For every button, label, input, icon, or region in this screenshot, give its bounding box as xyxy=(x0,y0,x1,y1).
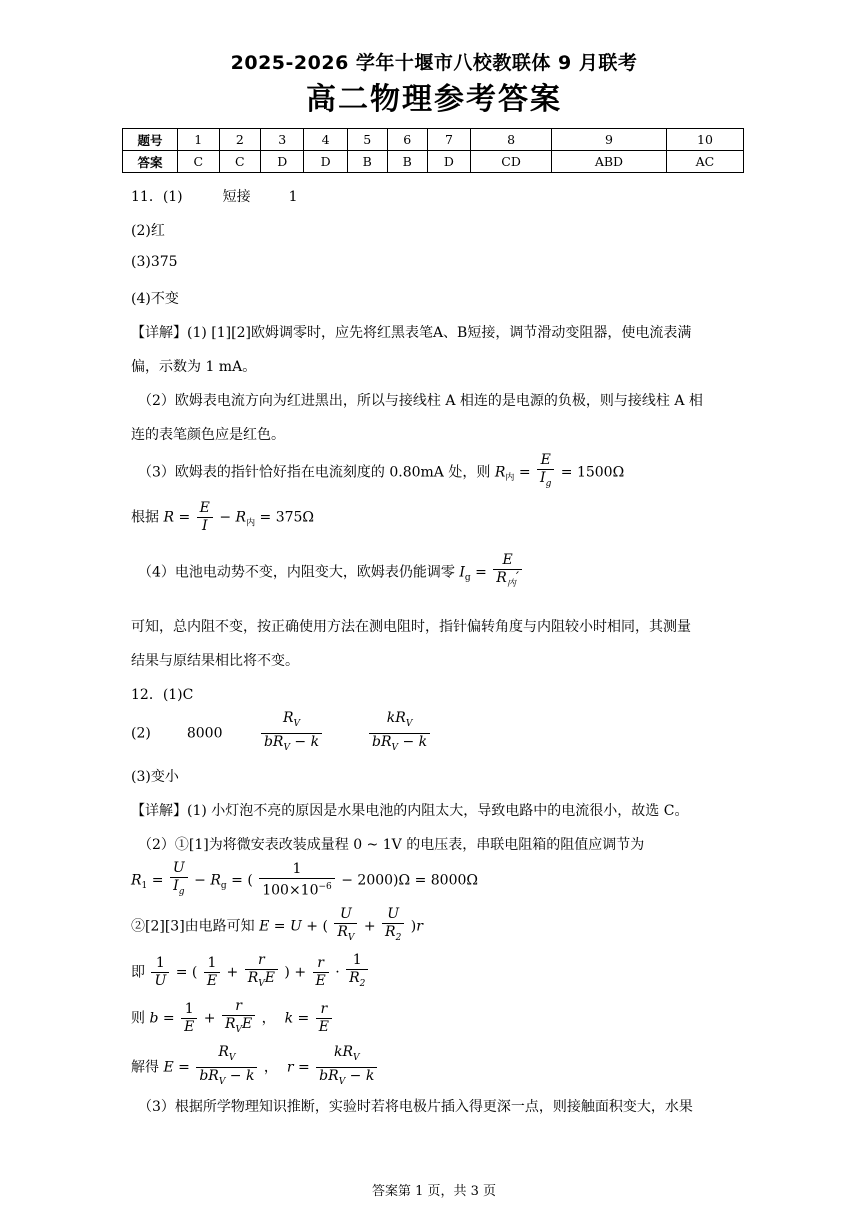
fraction: $\frac{E}{I_g}$ xyxy=(537,452,554,493)
question-number-row xyxy=(123,129,744,151)
fraction: $\frac{r}{E}$ xyxy=(316,1001,332,1036)
q11-detail-9: 结果与原结果相比将不变。 xyxy=(131,653,299,669)
q12-detail-8: （3）根据所学物理知识推断，实验时若将电极片插入得更深一点，则接触面积变大，水果 xyxy=(138,1099,693,1115)
fraction: $\frac{E}{I}$ xyxy=(197,500,213,535)
q11-detail-3: （2）欧姆表电流方向为红进黑出，所以与接线柱 A 相连的是电源的负极，则与接线柱 A 相 xyxy=(138,393,703,409)
q11-answer-line-4: (4)不变 xyxy=(131,291,179,307)
question-number: 10 xyxy=(666,129,743,151)
fraction: $\frac{1}{R_2}$ xyxy=(346,952,368,993)
q12-detail-6: 则 b = $\frac{1}{E}$ + $\frac{r}{R_VE}$ ， k = $\frac{r}{E}$ xyxy=(131,998,334,1039)
q11-detail-2: 偏，示数为 1 mA。 xyxy=(131,359,257,375)
answer-table xyxy=(122,128,744,173)
question-number: 5 xyxy=(347,129,387,151)
answer-cell: C xyxy=(178,151,220,173)
answer-row xyxy=(123,151,744,173)
q12-detail-4: ②[2][3]由电路可知 E = U + ( $\frac{U}{R_V}$ + $\frac{U}{R_2}$ )r xyxy=(131,906,423,947)
fraction: $\frac{r}{R_VE}$ xyxy=(245,952,278,993)
question-number: 1 xyxy=(178,129,220,151)
fraction: $\frac{E}{R_内'}$ xyxy=(493,552,522,593)
q11-answer-line-2: (2)红 xyxy=(131,223,165,239)
fraction: $\frac{U}{I_g}$ xyxy=(170,860,188,901)
fraction: $\frac{1}{U}$ xyxy=(151,955,169,990)
question-number: 4 xyxy=(304,129,347,151)
fraction: $\frac{kR_V}{bR_V - k}$ xyxy=(316,1044,377,1091)
q12-detail-7: 解得 E = $\frac{R_V}{bR_V - k}$ ， r = $\frac{kR_V}{bR_V - k}$ xyxy=(131,1044,379,1091)
q11-answer-a: 短接 xyxy=(222,189,251,205)
answer-cell: CD xyxy=(471,151,552,173)
q11-detail-4: 连的表笔颜色应是红色。 xyxy=(131,427,285,443)
q12-detail-5: 即 $\frac{1}{U}$ = ( $\frac{1}{E}$ + $\frac{r}{R_VE}$ ) + $\frac{r}{E}$ · $\frac{1}{R_2}$ xyxy=(131,952,370,993)
row-label-answer: 答案 xyxy=(123,151,178,173)
q12-detail-1: 【详解】(1) 小灯泡不亮的原因是水果电池的内阻太大，导致电路中的电流很小，故选 C。 xyxy=(131,803,689,819)
q11-answer-b: 1 xyxy=(288,189,298,205)
q11-detail-1: 【详解】(1) [1][2]欧姆调零时，应先将红黑表笔A、B短接，调节滑动变阻器，使电流表满 xyxy=(131,325,692,341)
q11-answer-line-1 xyxy=(131,186,298,206)
formula-result: = 1500Ω xyxy=(560,464,625,481)
answer-cell: D xyxy=(261,151,304,173)
fraction: $\frac{U}{R_V}$ xyxy=(334,906,357,947)
fraction: $\frac{kR_V}{bR_V - k}$ xyxy=(369,710,430,757)
q11-detail-5: （3）欧姆表的指针恰好指在电流刻度的 0.80mA 处，则 $R_内$ = $\frac{E}{I_g}$ = 1500Ω xyxy=(138,452,624,493)
fraction: $\frac{R_V}{bR_V - k}$ xyxy=(261,710,322,757)
q11-answer-line-3: (3)375 xyxy=(131,254,178,270)
question-number: 8 xyxy=(471,129,552,151)
question-number: 9 xyxy=(552,129,667,151)
question-number: 7 xyxy=(427,129,470,151)
q12-answer-line-1: 12．(1)C xyxy=(131,687,194,703)
fraction: $\frac{1}{E}$ xyxy=(204,955,220,990)
answer-cell: D xyxy=(304,151,347,173)
fraction: $\frac{U}{R_2}$ xyxy=(382,906,404,947)
q12-answer-line-3: (3)变小 xyxy=(131,769,179,785)
fraction: $\frac{R_V}{bR_V - k}$ xyxy=(196,1044,257,1091)
q11-detail-7: （4）电池电动势不变，内阻变大，欧姆表仍能调零 $I_g$ = $\frac{E}{R_内'}$ xyxy=(138,552,524,593)
answer-cell: C xyxy=(219,151,261,173)
answer-cell: D xyxy=(427,151,470,173)
answer-sheet-title: 高二物理参考答案 xyxy=(306,82,562,117)
fraction: $\frac{r}{E}$ xyxy=(313,955,329,990)
answer-cell: ABD xyxy=(552,151,667,173)
q12-answer-line-2: (2) 8000 $\frac{R_V}{bR_V - k}$ $\frac{kR_V}{bR_V - k}$ xyxy=(131,710,432,757)
q12-detail-3: $R_1$ = $\frac{U}{I_g}$ − $R_g$ = ( $\frac{1}{100\times 10^{-6}}$ − 2000)Ω = 8000Ω xyxy=(131,860,478,901)
answer-cell: B xyxy=(347,151,387,173)
question-number: 6 xyxy=(387,129,427,151)
formula-result: = 8000Ω xyxy=(414,872,478,889)
answer-cell: B xyxy=(387,151,427,173)
exam-title: 2025-2026 学年十堰市八校教联体 9 月联考 xyxy=(230,52,638,74)
question-number: 2 xyxy=(219,129,261,151)
page-footer: 答案第 1 页，共 3 页 xyxy=(371,1184,497,1199)
answer-cell: AC xyxy=(666,151,743,173)
q12-detail-2: （2）①[1]为将微安表改装成量程 0 ~ 1V 的电压表，串联电阻箱的阻值应调节为 xyxy=(138,837,645,853)
fraction: $\frac{1}{E}$ xyxy=(181,1001,197,1036)
q11-part-number: 11．(1) xyxy=(131,189,183,205)
q11-detail-8: 可知，总内阻不变，按正确使用方法在测电阻时，指针偏转角度与内阻较小时相同，其测量 xyxy=(131,619,691,635)
q11-detail-6: 根据 R = $\frac{E}{I}$ − $R_内 = 375\Omega$ xyxy=(131,500,315,534)
question-number: 3 xyxy=(261,129,304,151)
fraction: $\frac{1}{100\times 10^{-6}}$ xyxy=(259,861,335,900)
formula-result: = 375Ω xyxy=(259,509,315,526)
row-label-number: 题号 xyxy=(123,129,178,151)
fraction: $\frac{r}{R_VE}$ xyxy=(222,998,255,1039)
